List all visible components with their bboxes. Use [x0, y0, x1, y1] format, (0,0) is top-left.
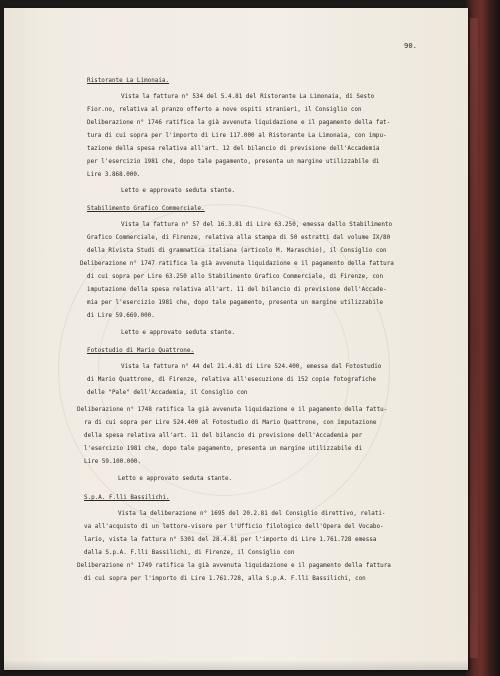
text-line: va all'acquisto di un lettore-visore per l'Ufficio filologico dell'Opera del Vocabo-: [84, 524, 384, 530]
text-line: Grafico Commerciale, di Firenze, relativa alla stampa di 50 estratti dal volume IX/80: [87, 235, 391, 241]
text-line: mia per l'esercizio 1981 che, dopo tale pagamento, presenta un margine utilizzabile: [87, 300, 384, 306]
section-heading: Fotostudio di Mario Quattrone.: [87, 348, 194, 354]
text-line: Deliberazione n° 1748 ratifica la già avvenuta liquidazione e il pagamento della fattu-: [77, 407, 388, 413]
text-line: lario, vista la fattura n° 5301 del 28.4.81 per l'importo di Lire 1.761.728 emessa: [84, 537, 377, 543]
text-line: Vista la fattura n° 57 del 16.3.81 di Lire 63.250, emessa dallo Stabilimento: [121, 222, 393, 228]
section-heading: Stabilimento Grafico Commerciale.: [87, 206, 205, 212]
text-line: Lire 59.100.000.: [84, 459, 142, 465]
text-line: della Rivista Studi di grammatica italiana (articolo M. Maraschio), il Consiglio con: [87, 248, 387, 254]
closing-line: Letto e approvato seduta stante.: [121, 330, 236, 336]
page-bottom-shadow: [4, 660, 468, 670]
text-line: Vista la fattura n° 534 del 5.4.81 del Ristorante La Limonaia, di Sesto: [121, 94, 375, 100]
text-line: tura di cui sopra per l'importo di Lire 117.000 al Ristorante La Limonaia, con impu-: [87, 133, 387, 139]
closing-line: Letto e approvato seduta stante.: [118, 476, 233, 482]
text-line: tazione della spesa relativa all'art. 12 del bilancio di previsione dell'Accademia: [87, 146, 380, 152]
text-line: della spesa relativa all'art. 11 del bilancio di previsione dell'Accademia per: [84, 433, 363, 439]
text-line: Fior.no, relativa al pranzo offerto a nove ospiti stranieri, il Consiglio con: [87, 107, 362, 113]
section-heading: S.p.A. F.lli Bassilichi.: [84, 495, 170, 501]
closing-line: Letto e approvato seduta stante.: [121, 188, 236, 194]
text-line: Vista la deliberazione n° 1695 del 20.2.81 del Consiglio direttivo, relati-: [118, 511, 386, 517]
text-line: Deliberazione n° 1747 ratifica la già avvenuta liquidazione e il pagamento della fattura: [80, 261, 394, 267]
text-line: Lire 3.868.000.: [87, 172, 141, 178]
text-line: Deliberazione n° 1746 ratifica la già avvenuta liquidazione e il pagamento della fat-: [87, 120, 391, 126]
text-line: dalla S.p.A. F.lli Bassilichi, di Firenze, il Consiglio con: [84, 550, 295, 556]
text-line: per l'esercizio 1981 che, dopo tale pagamento, presenta un margine utilizzabile di: [87, 159, 380, 165]
typed-text: [4, 8, 468, 670]
binding-edge: [470, 18, 478, 658]
document-page: [4, 8, 468, 670]
text-line: di Lire 59.669.000.: [87, 313, 155, 319]
page-number: 90.: [404, 41, 417, 50]
text-line: delle "Pale" dell'Accademia, il Consiglio con: [87, 390, 248, 396]
text-line: di cui sopra per Lire 63.250 allo Stabilimento Grafico Commerciale, di Firenze, con: [87, 274, 384, 280]
text-line: imputazione della spesa relativa all'art. 11 del bilancio di previsione dell'Accade-: [87, 287, 387, 293]
text-line: di cui sopra per l'importo di Lire 1.761.728, alla S.p.A. F.lli Bassilichi, con: [84, 576, 366, 582]
text-line: di Mario Quattrone, di Firenze, relativa all'esecuzione di 152 copie fotografiche: [87, 377, 376, 383]
text-line: Vista la fattura n° 44 del 21.4.81 di Lire 524.400, emessa dal Fotostudio: [121, 364, 382, 370]
text-line: ra di cui sopra per Lire 524.400 al Fotostudio di Mario Quattrone, con imputazione: [84, 420, 377, 426]
text-line: Deliberazione n° 1749 ratifica la già avvenuta liquidazione e il pagamento della fattura: [77, 563, 391, 569]
section-heading: Ristorante La Limonaia.: [87, 78, 170, 84]
text-line: l'esercizio 1981 che, dopo tale pagamento, presenta un margine utilizzabile di: [84, 446, 363, 452]
